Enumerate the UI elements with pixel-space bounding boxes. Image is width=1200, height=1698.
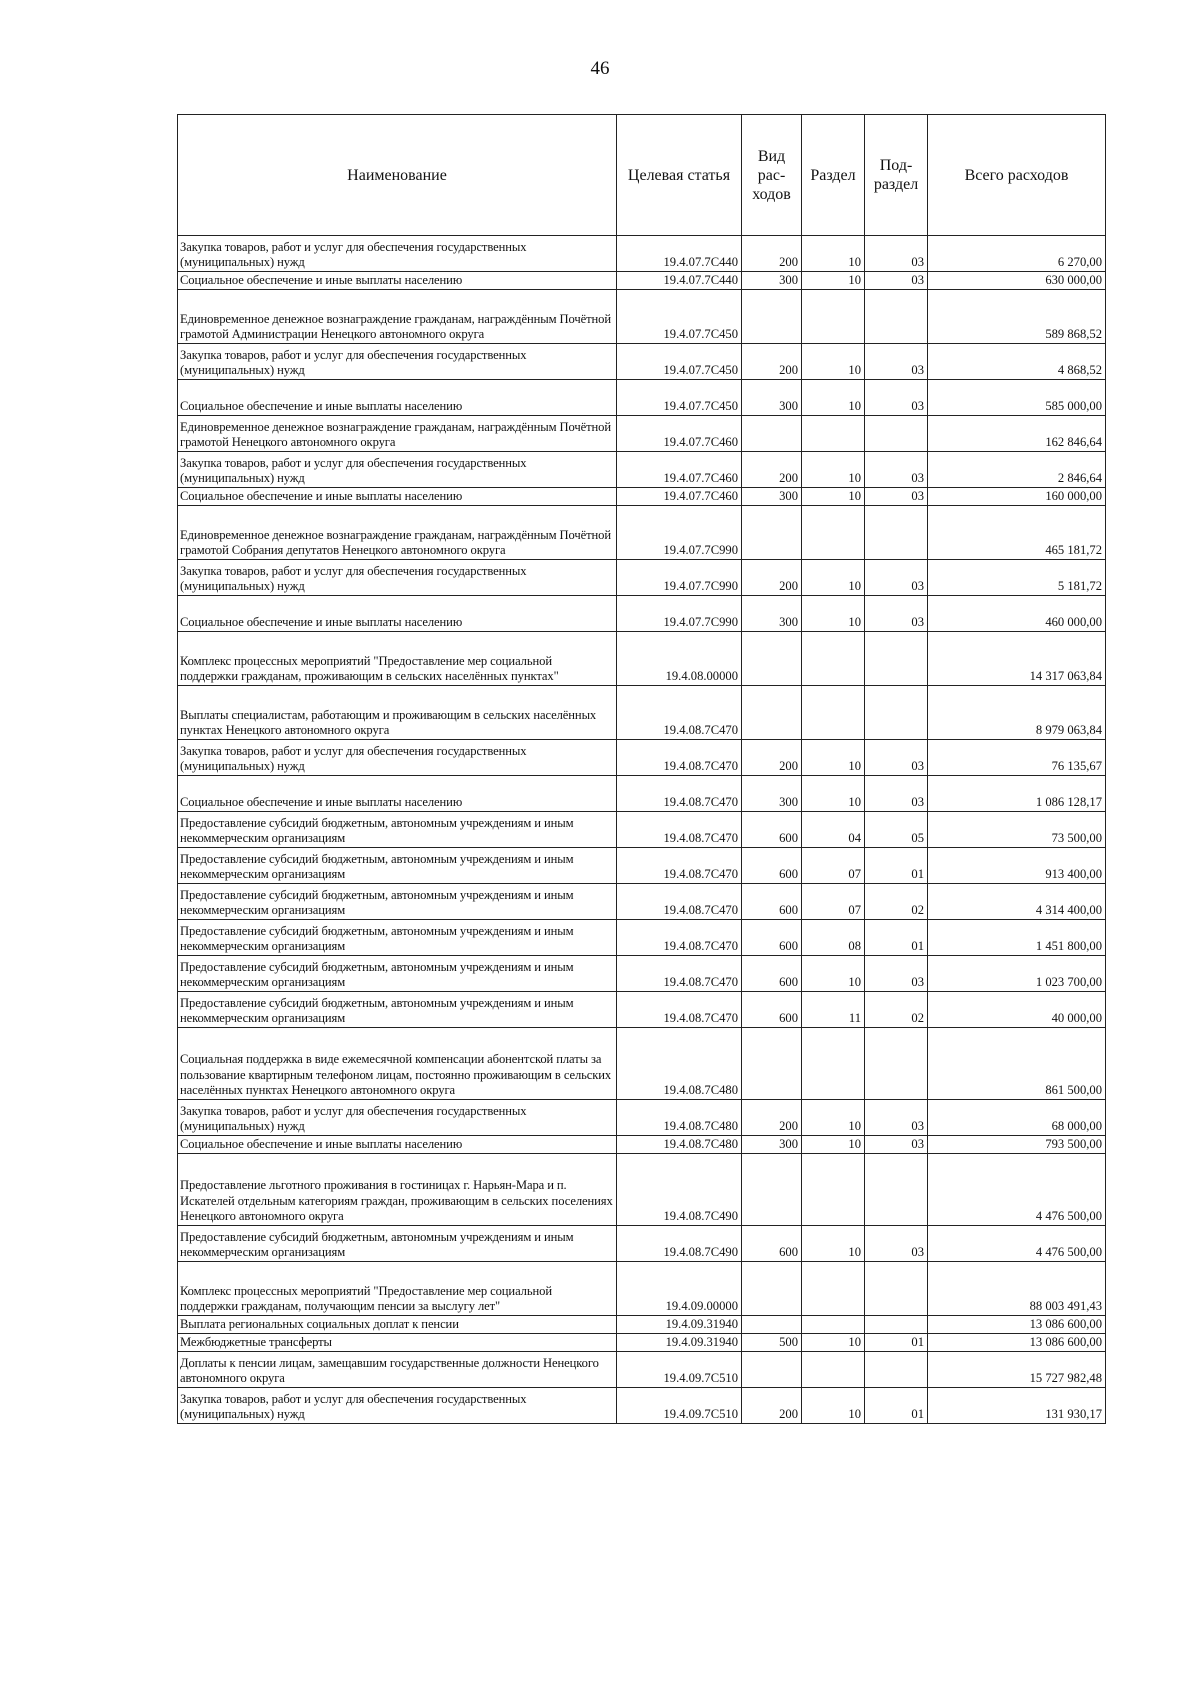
cell-article: 19.4.07.7С450 [617, 380, 742, 416]
cell-expense-type [742, 1028, 802, 1100]
cell-name: Предоставление субсидий бюджетным, автономным учреждениям и иным некоммерческим организациям [178, 1226, 617, 1262]
cell-name: Закупка товаров, работ и услуг для обеспечения государственных (муниципальных) нужд [178, 236, 617, 272]
cell-section [802, 416, 865, 452]
cell-article: 19.4.08.7С470 [617, 812, 742, 848]
cell-name: Социальное обеспечение и иные выплаты населению [178, 1136, 617, 1154]
cell-subsection [865, 416, 928, 452]
cell-name: Единовременное денежное вознаграждение гражданам, награждённым Почётной грамотой Администрации Ненецкого автономного округа [178, 290, 617, 344]
cell-expense-type [742, 1262, 802, 1316]
cell-name: Социальное обеспечение и иные выплаты населению [178, 380, 617, 416]
cell-subsection: 03 [865, 776, 928, 812]
cell-name: Закупка товаров, работ и услуг для обеспечения государственных (муниципальных) нужд [178, 740, 617, 776]
cell-name: Предоставление субсидий бюджетным, автономным учреждениям и иным некоммерческим организациям [178, 812, 617, 848]
cell-total: 4 476 500,00 [928, 1154, 1106, 1226]
cell-expense-type: 300 [742, 272, 802, 290]
cell-subsection: 03 [865, 236, 928, 272]
cell-subsection: 03 [865, 956, 928, 992]
cell-name: Предоставление субсидий бюджетным, автономным учреждениям и иным некоммерческим организациям [178, 848, 617, 884]
cell-section: 10 [802, 344, 865, 380]
cell-section: 10 [802, 272, 865, 290]
cell-expense-type [742, 416, 802, 452]
cell-name: Выплата региональных социальных доплат к пенсии [178, 1316, 617, 1334]
cell-subsection [865, 506, 928, 560]
table-row [178, 632, 1106, 686]
cell-expense-type: 600 [742, 884, 802, 920]
cell-subsection: 03 [865, 272, 928, 290]
table-row [178, 452, 1106, 488]
cell-article: 19.4.08.7С470 [617, 992, 742, 1028]
cell-section: 07 [802, 884, 865, 920]
cell-subsection: 01 [865, 1388, 928, 1424]
cell-total: 793 500,00 [928, 1136, 1106, 1154]
table-row [178, 812, 1106, 848]
cell-article: 19.4.08.7С480 [617, 1028, 742, 1100]
cell-total: 6 270,00 [928, 236, 1106, 272]
cell-section: 10 [802, 1388, 865, 1424]
cell-section: 10 [802, 776, 865, 812]
cell-expense-type [742, 506, 802, 560]
cell-article: 19.4.08.7С470 [617, 920, 742, 956]
header-total: Всего расходов [928, 115, 1106, 236]
header-article: Целевая статья [617, 115, 742, 236]
cell-total: 162 846,64 [928, 416, 1106, 452]
cell-name: Социальное обеспечение и иные выплаты населению [178, 776, 617, 812]
cell-section: 08 [802, 920, 865, 956]
cell-subsection: 03 [865, 344, 928, 380]
cell-section: 10 [802, 740, 865, 776]
cell-section: 10 [802, 1334, 865, 1352]
cell-expense-type [742, 686, 802, 740]
cell-article: 19.4.07.7С460 [617, 452, 742, 488]
cell-section [802, 686, 865, 740]
cell-expense-type: 600 [742, 1226, 802, 1262]
cell-article: 19.4.07.7С460 [617, 416, 742, 452]
cell-subsection [865, 686, 928, 740]
cell-article: 19.4.08.7С470 [617, 884, 742, 920]
cell-article: 19.4.08.7С490 [617, 1154, 742, 1226]
table-row [178, 236, 1106, 272]
table-row [178, 686, 1106, 740]
cell-article: 19.4.08.7С470 [617, 956, 742, 992]
cell-section: 10 [802, 560, 865, 596]
cell-total: 88 003 491,43 [928, 1262, 1106, 1316]
cell-subsection: 01 [865, 848, 928, 884]
cell-expense-type: 600 [742, 956, 802, 992]
cell-name: Социальное обеспечение и иные выплаты населению [178, 488, 617, 506]
cell-total: 861 500,00 [928, 1028, 1106, 1100]
cell-name: Предоставление субсидий бюджетным, автономным учреждениям и иным некоммерческим организациям [178, 920, 617, 956]
page-number: 46 [590, 58, 610, 79]
cell-name: Предоставление субсидий бюджетным, автономным учреждениям и иным некоммерческим организациям [178, 992, 617, 1028]
cell-total: 13 086 600,00 [928, 1316, 1106, 1334]
cell-total: 585 000,00 [928, 380, 1106, 416]
cell-expense-type [742, 1154, 802, 1226]
cell-total: 160 000,00 [928, 488, 1106, 506]
cell-subsection [865, 632, 928, 686]
table-row [178, 1226, 1106, 1262]
cell-total: 465 181,72 [928, 506, 1106, 560]
cell-subsection [865, 1262, 928, 1316]
cell-section: 10 [802, 236, 865, 272]
cell-total: 460 000,00 [928, 596, 1106, 632]
table-row [178, 1334, 1106, 1352]
cell-expense-type: 200 [742, 560, 802, 596]
cell-subsection: 05 [865, 812, 928, 848]
cell-subsection [865, 1154, 928, 1226]
table-row [178, 1136, 1106, 1154]
cell-total: 131 930,17 [928, 1388, 1106, 1424]
cell-article: 19.4.08.7С470 [617, 740, 742, 776]
cell-total: 76 135,67 [928, 740, 1106, 776]
cell-article: 19.4.08.7С470 [617, 686, 742, 740]
cell-name: Единовременное денежное вознаграждение гражданам, награждённым Почётной грамотой Собрания депутатов Ненецкого автономного округа [178, 506, 617, 560]
cell-section [802, 1352, 865, 1388]
cell-total: 630 000,00 [928, 272, 1106, 290]
cell-article: 19.4.09.7С510 [617, 1352, 742, 1388]
cell-subsection: 03 [865, 452, 928, 488]
cell-name: Закупка товаров, работ и услуг для обеспечения государственных (муниципальных) нужд [178, 560, 617, 596]
cell-article: 19.4.08.7С490 [617, 1226, 742, 1262]
table-row [178, 506, 1106, 560]
cell-total: 73 500,00 [928, 812, 1106, 848]
cell-section: 10 [802, 596, 865, 632]
table-row [178, 884, 1106, 920]
cell-total: 4 868,52 [928, 344, 1106, 380]
cell-article: 19.4.07.7С440 [617, 272, 742, 290]
cell-section: 04 [802, 812, 865, 848]
cell-name: Закупка товаров, работ и услуг для обеспечения государственных (муниципальных) нужд [178, 452, 617, 488]
cell-article: 19.4.09.00000 [617, 1262, 742, 1316]
cell-article: 19.4.07.7С450 [617, 344, 742, 380]
cell-total: 1 023 700,00 [928, 956, 1106, 992]
cell-subsection: 03 [865, 1226, 928, 1262]
cell-total: 589 868,52 [928, 290, 1106, 344]
cell-subsection [865, 1316, 928, 1334]
cell-expense-type [742, 290, 802, 344]
cell-subsection: 02 [865, 992, 928, 1028]
cell-expense-type: 200 [742, 236, 802, 272]
table-row [178, 848, 1106, 884]
cell-article: 19.4.08.7С470 [617, 776, 742, 812]
cell-section [802, 1028, 865, 1100]
header-expense-type: Вид рас-ходов [742, 115, 802, 236]
cell-total: 5 181,72 [928, 560, 1106, 596]
cell-total: 1 086 128,17 [928, 776, 1106, 812]
cell-expense-type: 600 [742, 920, 802, 956]
cell-expense-type: 600 [742, 848, 802, 884]
cell-total: 8 979 063,84 [928, 686, 1106, 740]
cell-article: 19.4.07.7С990 [617, 560, 742, 596]
cell-expense-type: 600 [742, 992, 802, 1028]
cell-subsection: 03 [865, 740, 928, 776]
cell-name: Закупка товаров, работ и услуг для обеспечения государственных (муниципальных) нужд [178, 1100, 617, 1136]
cell-total: 1 451 800,00 [928, 920, 1106, 956]
cell-article: 19.4.08.00000 [617, 632, 742, 686]
cell-subsection: 03 [865, 596, 928, 632]
table-row [178, 1028, 1106, 1100]
table-row [178, 740, 1106, 776]
cell-subsection: 02 [865, 884, 928, 920]
table-row [178, 776, 1106, 812]
cell-section: 10 [802, 1226, 865, 1262]
table-body [178, 236, 1106, 1424]
cell-name: Комплекс процессных мероприятий "Предоставление мер социальной поддержки гражданам, получающим пенсии за выслугу лет" [178, 1262, 617, 1316]
cell-section: 07 [802, 848, 865, 884]
cell-expense-type: 200 [742, 1388, 802, 1424]
cell-name: Выплаты специалистам, работающим и проживающим в сельских населённых пунктах Ненецкого автономного округа [178, 686, 617, 740]
cell-section [802, 506, 865, 560]
cell-expense-type [742, 1316, 802, 1334]
cell-name: Социальное обеспечение и иные выплаты населению [178, 272, 617, 290]
cell-subsection: 01 [865, 920, 928, 956]
cell-name: Закупка товаров, работ и услуг для обеспечения государственных (муниципальных) нужд [178, 344, 617, 380]
cell-section: 10 [802, 488, 865, 506]
cell-expense-type: 300 [742, 380, 802, 416]
cell-article: 19.4.07.7С990 [617, 506, 742, 560]
cell-article: 19.4.09.31940 [617, 1334, 742, 1352]
cell-name: Межбюджетные трансферты [178, 1334, 617, 1352]
table-row [178, 488, 1106, 506]
table-row [178, 344, 1106, 380]
cell-name: Предоставление субсидий бюджетным, автономным учреждениям и иным некоммерческим организациям [178, 884, 617, 920]
cell-section: 10 [802, 1136, 865, 1154]
cell-name: Доплаты к пенсии лицам, замещавшим государственные должности Ненецкого автономного округа [178, 1352, 617, 1388]
cell-name: Социальная поддержка в виде ежемесячной компенсации абонентской платы за пользование квартирным телефоном лицам, постоянно проживающим в сельских населённых пунктах Ненецкого автономного округа [178, 1028, 617, 1100]
cell-subsection [865, 1352, 928, 1388]
cell-expense-type: 200 [742, 740, 802, 776]
cell-subsection: 01 [865, 1334, 928, 1352]
cell-name: Социальное обеспечение и иные выплаты населению [178, 596, 617, 632]
table-row [178, 596, 1106, 632]
cell-total: 913 400,00 [928, 848, 1106, 884]
cell-name: Предоставление льготного проживания в гостиницах г. Нарьян-Мара и п. Искателей отдельным категориям граждан, проживающим в сельских поселениях Ненецкого автономного округа [178, 1154, 617, 1226]
cell-article: 19.4.09.7С510 [617, 1388, 742, 1424]
cell-expense-type [742, 632, 802, 686]
cell-section [802, 290, 865, 344]
header-subsection: Под-раздел [865, 115, 928, 236]
cell-subsection [865, 1028, 928, 1100]
cell-expense-type: 300 [742, 596, 802, 632]
budget-table [177, 114, 1106, 1424]
cell-name: Предоставление субсидий бюджетным, автономным учреждениям и иным некоммерческим организациям [178, 956, 617, 992]
cell-section: 10 [802, 380, 865, 416]
cell-article: 19.4.08.7С480 [617, 1100, 742, 1136]
cell-section [802, 1262, 865, 1316]
cell-expense-type: 300 [742, 776, 802, 812]
cell-expense-type: 200 [742, 452, 802, 488]
table-row [178, 290, 1106, 344]
cell-subsection: 03 [865, 1100, 928, 1136]
cell-article: 19.4.07.7С440 [617, 236, 742, 272]
cell-article: 19.4.07.7С460 [617, 488, 742, 506]
cell-expense-type: 300 [742, 1136, 802, 1154]
cell-article: 19.4.09.31940 [617, 1316, 742, 1334]
cell-section: 11 [802, 992, 865, 1028]
cell-total: 15 727 982,48 [928, 1352, 1106, 1388]
table-row [178, 1100, 1106, 1136]
cell-expense-type: 200 [742, 1100, 802, 1136]
cell-section: 10 [802, 452, 865, 488]
cell-section [802, 1316, 865, 1334]
table-row [178, 1154, 1106, 1226]
table-row [178, 992, 1106, 1028]
cell-subsection [865, 290, 928, 344]
header-section: Раздел [802, 115, 865, 236]
table-row [178, 1262, 1106, 1316]
cell-total: 14 317 063,84 [928, 632, 1106, 686]
table-row [178, 560, 1106, 596]
cell-total: 4 476 500,00 [928, 1226, 1106, 1262]
table-row [178, 1316, 1106, 1334]
table-row [178, 380, 1106, 416]
cell-name: Комплекс процессных мероприятий "Предоставление мер социальной поддержки гражданам, проживающим в сельских населённых пунктах" [178, 632, 617, 686]
cell-article: 19.4.07.7С450 [617, 290, 742, 344]
cell-section: 10 [802, 956, 865, 992]
cell-subsection: 03 [865, 380, 928, 416]
cell-expense-type: 600 [742, 812, 802, 848]
cell-subsection: 03 [865, 1136, 928, 1154]
cell-name: Закупка товаров, работ и услуг для обеспечения государственных (муниципальных) нужд [178, 1388, 617, 1424]
cell-subsection: 03 [865, 488, 928, 506]
cell-article: 19.4.07.7С990 [617, 596, 742, 632]
table-row [178, 1352, 1106, 1388]
cell-article: 19.4.08.7С480 [617, 1136, 742, 1154]
cell-section: 10 [802, 1100, 865, 1136]
cell-expense-type: 300 [742, 488, 802, 506]
table-row [178, 416, 1106, 452]
cell-total: 13 086 600,00 [928, 1334, 1106, 1352]
cell-expense-type [742, 1352, 802, 1388]
table-row [178, 956, 1106, 992]
cell-total: 2 846,64 [928, 452, 1106, 488]
table-row [178, 1388, 1106, 1424]
cell-expense-type: 200 [742, 344, 802, 380]
cell-expense-type: 500 [742, 1334, 802, 1352]
cell-subsection: 03 [865, 560, 928, 596]
cell-total: 68 000,00 [928, 1100, 1106, 1136]
cell-section [802, 1154, 865, 1226]
table-header [178, 115, 1106, 236]
cell-name: Единовременное денежное вознаграждение гражданам, награждённым Почётной грамотой Ненецкого автономного округа [178, 416, 617, 452]
cell-total: 4 314 400,00 [928, 884, 1106, 920]
header-name: Наименование [178, 115, 617, 236]
cell-section [802, 632, 865, 686]
cell-total: 40 000,00 [928, 992, 1106, 1028]
cell-article: 19.4.08.7С470 [617, 848, 742, 884]
table-row [178, 920, 1106, 956]
table-row [178, 272, 1106, 290]
